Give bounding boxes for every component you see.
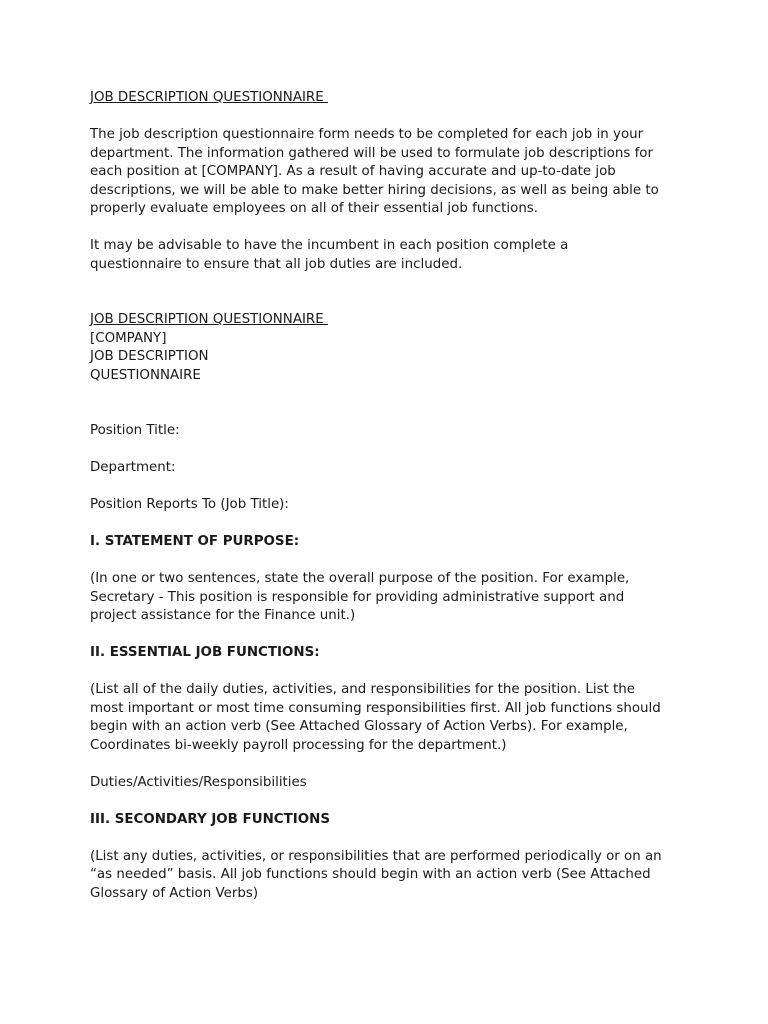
intro-paragraph: The job description questionnaire form needs to be completed for each job in your department. The information gathered will be used to formulate job descriptions for each position at [COMPANY]. As a result of having accurate and up-to-date job descriptions, we will be able to make better hiring decisions, as well as being able to properly evaluate employees on all of their essential job functions. (90, 127, 659, 216)
section-essential-heading: II. ESSENTIAL JOB FUNCTIONS: (90, 645, 320, 660)
form-line-2: QUESTIONNAIRE (90, 367, 201, 383)
field-position-title: Position Title: (90, 423, 180, 438)
duties-label: Duties/Activities/Responsibilities (90, 774, 307, 790)
section-purpose-heading: I. STATEMENT OF PURPOSE: (90, 534, 300, 549)
section-purpose-text: (In one or two sentences, state the overall purpose of the position. For example, Secretary - This position is responsible for providing administrative support and project assistance for the Finance unit.) (90, 571, 630, 623)
document-page (90, 89, 690, 903)
section-secondary-text: (List any duties, activities, or responsibilities that are performed periodically or on an “as needed” basis. All job functions should begin with an action verb (See Attached Glossary of Action Verbs) (90, 848, 662, 901)
section-secondary-heading: III. SECONDARY JOB FUNCTIONS (90, 811, 330, 827)
form-heading: JOB DESCRIPTION QUESTIONNAIRE (90, 312, 328, 327)
document-title: JOB DESCRIPTION QUESTIONNAIRE (90, 90, 328, 105)
field-reports-to: Position Reports To (Job Title): (90, 497, 289, 512)
form-line-1: JOB DESCRIPTION (90, 349, 209, 364)
advice-paragraph: It may be advisable to have the incumbent in each position complete a questionnaire to ensure that all job duties are included. (90, 238, 569, 272)
field-department: Department: (90, 460, 176, 475)
form-company: [COMPANY] (90, 330, 167, 346)
section-essential-text: (List all of the daily duties, activities, and responsibilities for the position. List the most important or most time consuming responsibilities first. All job functions should begin with an action verb (See Attached Glossary of Action Verbs). For example, Coordinates bi-weekly payroll processing for the department.) (90, 682, 661, 753)
